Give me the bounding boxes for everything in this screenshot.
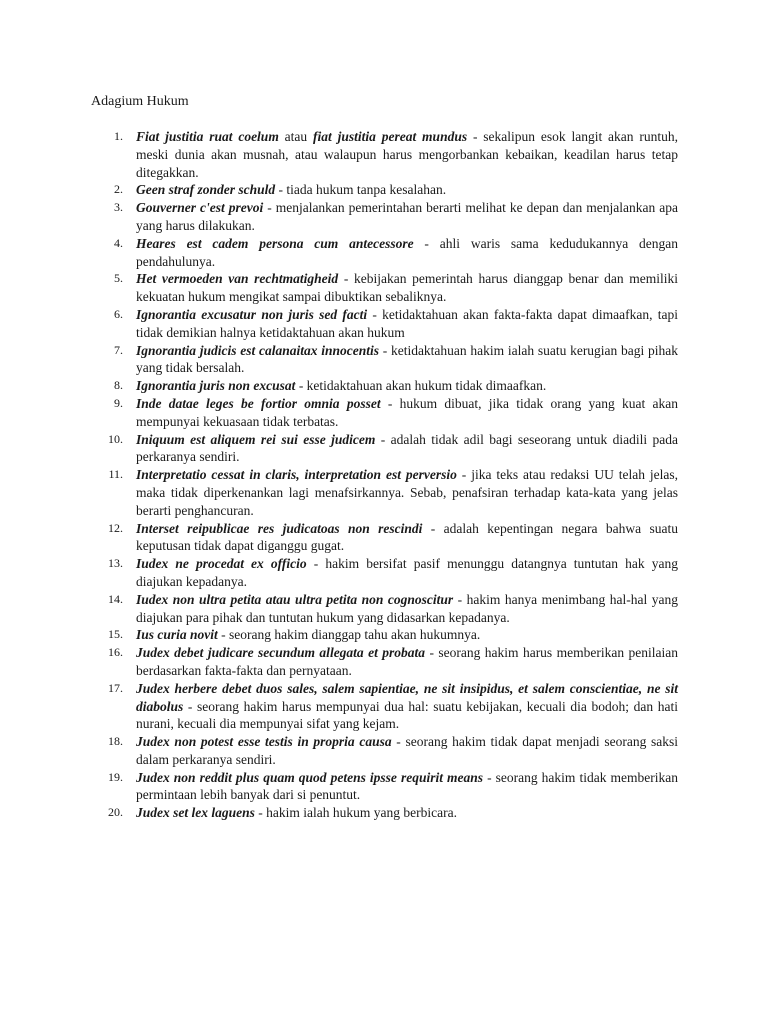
list-item-number: 18.	[108, 734, 123, 749]
list-item-number: 9.	[114, 395, 123, 410]
adage-description: - hakim ialah hukum yang berbicara.	[254, 805, 457, 821]
adage-description: - seorang hakim tidak memberikan permintaan lebih banyak dari si penuntut.	[136, 769, 678, 803]
list-item-text	[136, 591, 678, 627]
list-item-text	[136, 199, 678, 235]
list-item	[91, 466, 678, 519]
adage-term: Iudex non ultra petita atau ultra petita non cognoscitur	[136, 591, 454, 607]
list-item	[91, 128, 678, 181]
adage-term: Geen straf zonder schuld	[136, 182, 276, 198]
list-item-text	[136, 128, 678, 181]
list-item-number: 6.	[114, 306, 123, 321]
adage-description: - ketidaktahuan akan hukum tidak dimaafkan.	[295, 378, 547, 394]
adage-term: Fiat justitia ruat coelum	[136, 129, 279, 144]
adage-term-alt: fiat justitia pereat mundus	[313, 129, 468, 144]
adage-description: - ahli waris sama kedudukannya dengan pendahulunya.	[136, 235, 678, 269]
list-item-number: 3.	[114, 200, 123, 215]
adage-term: Judex non potest esse testis in propria causa	[136, 734, 392, 750]
list-item-number: 19.	[108, 769, 123, 784]
adage-description: - tiada hukum tanpa kesalahan.	[275, 182, 447, 198]
list-item-number: 11.	[108, 467, 123, 482]
list-item-text	[136, 270, 678, 306]
list-item	[91, 235, 678, 271]
list-item-number: 2.	[114, 182, 123, 197]
list-item-number: 8.	[114, 378, 123, 393]
list-item	[91, 395, 678, 431]
list-item-text	[136, 520, 678, 556]
list-item-text	[136, 769, 678, 805]
adage-description: - ketidaktahuan akan fakta-fakta dapat dimaafkan, tapi tidak demikian halnya ketidaktahuan akan hukum	[136, 306, 678, 340]
adage-term: Heares est cadem persona cum antecessore	[136, 235, 414, 251]
adage-term: Judex herbere debet duos sales, salem sapientiae, ne sit insipidus, et salem conscientiae, ne sit diabolus	[136, 680, 678, 714]
adage-term: Interpretatio cessat in claris, interpretation est perversio	[136, 467, 457, 483]
list-item-text	[136, 395, 678, 431]
adage-term: Judex debet judicare secundum allegata et probata	[136, 645, 426, 661]
list-item-number: 4.	[114, 235, 123, 250]
list-item-text	[136, 306, 678, 342]
list-item-text	[136, 342, 678, 378]
adage-term: Iniquum est aliquem rei sui esse judicem	[136, 431, 376, 447]
list-item	[91, 270, 678, 306]
list-item-number: 20.	[108, 805, 123, 820]
list-item-number: 7.	[114, 342, 123, 357]
list-item-number: 1.	[114, 129, 123, 143]
adage-description: - seorang hakim tidak dapat menjadi seorang saksi dalam perkaranya sendiri.	[136, 734, 679, 767]
list-item-number: 14.	[108, 591, 123, 606]
list-item-text	[136, 680, 678, 733]
adage-description: - seorang hakim harus memberikan penilaian berdasarkan fakta-fakta dan pernyataan.	[136, 645, 678, 678]
list-item	[91, 181, 678, 199]
adage-term: Het vermoeden van rechtmatigheid	[136, 271, 339, 287]
adage-description: - hukum dibuat, jika tidak orang yang kuat akan mempunyai kekuasaan tidak terbatas.	[136, 395, 678, 429]
adage-description: - kebijakan pemerintah harus dianggap benar dan memiliki kekuatan hukum mengikat sampai dibuktikan sebaliknya.	[136, 271, 678, 305]
adage-term: Inde datae leges be fortior omnia posset	[136, 395, 381, 411]
list-item	[91, 680, 678, 733]
list-item-number: 12.	[108, 520, 123, 535]
adage-description: - ketidaktahuan hakim ialah suatu kerugian bagi pihak yang tidak bersalah.	[136, 342, 679, 376]
adage-description: - adalah kepentingan negara bahwa suatu keputusan tidak dapat diganggu gugat.	[136, 520, 678, 554]
adage-term: Ignorantia judicis est calanaitax innocentis	[136, 342, 379, 358]
list-item-text	[136, 466, 678, 519]
list-item-text	[136, 555, 678, 591]
list-item	[91, 377, 678, 395]
adage-description: - jika teks atau redaksi UU telah jelas, maka tidak diperkenankan lagi menafsirkannya. Sebab, penafsiran terhadap kata-kata yang jelas berarti penghancuran.	[136, 467, 678, 518]
list-item-text	[136, 626, 678, 644]
list-item-number: 10.	[108, 431, 123, 446]
adage-term: Judex non reddit plus quam quod petens ipsse requirit means	[136, 769, 484, 785]
list-item	[91, 342, 678, 378]
adage-connector: atau	[278, 129, 314, 144]
list-item-text	[136, 377, 678, 395]
adage-term: Gouverner c'est prevoi	[136, 200, 264, 216]
list-item	[91, 520, 678, 556]
adage-term: Ignorantia excusatur non juris sed facti	[136, 306, 368, 322]
adage-term: Judex set lex laguens	[136, 805, 255, 821]
page-title: Adagium Hukum	[91, 94, 189, 109]
list-item	[91, 804, 678, 822]
adage-description: - adalah tidak adil bagi seseorang untuk diadili pada perkaranya sendiri.	[136, 431, 678, 465]
adage-description: - hakim hanya menimbang hal-hal yang diajukan para pihak dan tuntutan hukum yang didasarkan kepadanya.	[136, 591, 678, 625]
list-item-text	[136, 804, 678, 822]
adage-term: Ignorantia juris non excusat	[136, 378, 296, 394]
adage-term: Iudex ne procedat ex officio	[136, 556, 307, 572]
list-item-text	[136, 181, 678, 199]
list-item	[91, 626, 678, 644]
list-item-text	[136, 235, 678, 271]
adage-list	[91, 128, 678, 822]
adage-description: - seorang hakim dianggap tahu akan hukumnya.	[217, 627, 481, 643]
list-item	[91, 733, 678, 769]
list-item-text	[136, 733, 678, 769]
adage-term: Interset reipublicae res judicatoas non rescindi	[136, 520, 423, 536]
list-item	[91, 591, 678, 627]
list-item-text	[136, 644, 678, 680]
list-item-number: 15.	[108, 627, 123, 642]
list-item	[91, 199, 678, 235]
list-item-number: 13.	[108, 556, 123, 571]
adage-description: - sekalipun esok langit akan runtuh, meski dunia akan musnah, atau walaupun harus mengorbankan kebaikan, keadilan harus tetap ditegakkan.	[136, 129, 678, 180]
list-item-number: 17.	[108, 680, 123, 695]
adage-description: - seorang hakim harus mempunyai dua hal: suatu kebijakan, kecuali dia bodoh; dan hati nurani, kecuali dia mempunyai sifat yang kejam.	[136, 698, 678, 732]
list-item-number: 16.	[108, 645, 123, 660]
list-item	[91, 769, 678, 805]
list-item	[91, 306, 678, 342]
list-item	[91, 431, 678, 467]
adage-description: - menjalankan pemerintahan berarti melihat ke depan dan menjalankan apa yang harus dilakukan.	[136, 200, 678, 233]
list-item	[91, 644, 678, 680]
adage-term: Ius curia novit	[136, 627, 218, 643]
adage-description: - hakim bersifat pasif menunggu datangnya tuntutan hak yang diajukan kepadanya.	[136, 556, 678, 589]
list-item-number: 5.	[114, 271, 123, 286]
list-item	[91, 555, 678, 591]
list-item-text	[136, 431, 678, 467]
